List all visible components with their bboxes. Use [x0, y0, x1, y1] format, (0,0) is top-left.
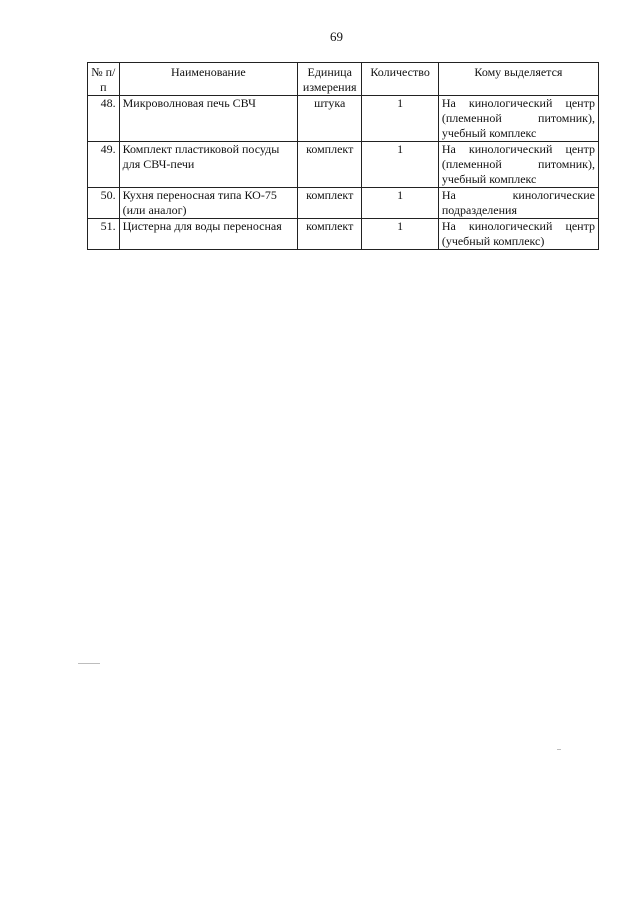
table-row: [88, 188, 599, 219]
table-header-row: [88, 63, 599, 96]
table-row: [88, 219, 599, 250]
recipient-line: (учебный комплекс): [441, 234, 545, 248]
recipient-line: учебный комплекс: [441, 172, 537, 186]
scan-artifact-left: [78, 663, 100, 664]
header-num: № п/п: [88, 63, 120, 96]
row-qty: 1: [362, 219, 438, 250]
header-recipient: Кому выделяется: [438, 63, 598, 96]
row-unit: комплект: [298, 219, 362, 250]
row-name: Комплект пластиковой посуды для СВЧ-печи: [119, 142, 297, 188]
table-row: [88, 142, 599, 188]
row-name: Микроволновая печь СВЧ: [119, 96, 297, 142]
row-num: 51.: [88, 219, 120, 250]
header-unit: Единица измерения: [298, 63, 362, 96]
row-unit: комплект: [298, 188, 362, 219]
recipient-line: (племенной питомник),: [441, 111, 595, 125]
equipment-table: [87, 62, 599, 250]
row-qty: 1: [362, 188, 438, 219]
row-num: 49.: [88, 142, 120, 188]
row-name: Кухня переносная типа КО-75 (или аналог): [119, 188, 297, 219]
row-recipient: [438, 96, 598, 142]
row-unit: комплект: [298, 142, 362, 188]
scan-artifact-right: [557, 749, 561, 750]
row-recipient: [438, 142, 598, 188]
row-qty: 1: [362, 96, 438, 142]
row-qty: 1: [362, 142, 438, 188]
row-unit: штука: [298, 96, 362, 142]
recipient-line: На кинологические: [441, 188, 595, 202]
row-num: 50.: [88, 188, 120, 219]
header-qty: Количество: [362, 63, 438, 96]
row-recipient: [438, 188, 598, 219]
recipient-line: учебный комплекс: [441, 126, 537, 140]
page-number: 69: [330, 29, 343, 44]
recipient-line: На кинологический центр: [441, 96, 595, 110]
recipient-line: На кинологический центр: [441, 219, 595, 233]
recipient-line: подразделения: [441, 203, 517, 217]
table-row: [88, 96, 599, 142]
recipient-line: (племенной питомник),: [441, 157, 595, 171]
row-name: Цистерна для воды переносная: [119, 219, 297, 250]
header-name: Наименование: [119, 63, 297, 96]
recipient-line: На кинологический центр: [441, 142, 595, 156]
row-recipient: [438, 219, 598, 250]
row-num: 48.: [88, 96, 120, 142]
